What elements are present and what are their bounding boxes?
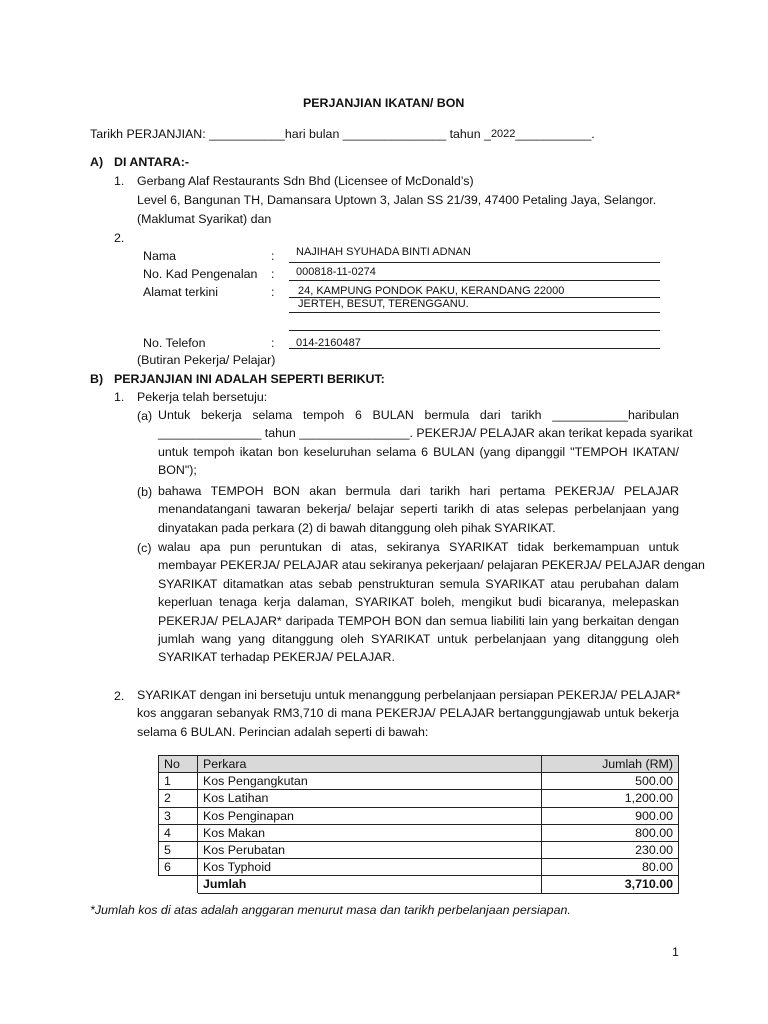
clause-c-line: PEKERJA/ PELAJAR* daripada TEMPOH BON dan semua liabiliti lain yang berkaitan dengan bbox=[158, 613, 679, 628]
address-underline-2 bbox=[289, 312, 660, 313]
total-amount: 3,710.00 bbox=[542, 876, 679, 893]
row-amount: 500.00 bbox=[542, 773, 679, 790]
clause-a-line: _______________ tahun ________________. PEKERJA/ PELAJAR akan terikat kepada syarikat bbox=[158, 426, 693, 441]
cost-table bbox=[158, 755, 679, 894]
row-item: Kos Perubatan bbox=[198, 841, 542, 858]
row-amount: 900.00 bbox=[542, 807, 679, 824]
header-amount: Jumlah (RM) bbox=[542, 756, 679, 773]
item2-number: 2. bbox=[114, 689, 125, 703]
row-amount: 800.00 bbox=[542, 824, 679, 841]
row-amount: 1,200.00 bbox=[542, 790, 679, 807]
cost-footnote: *Jumlah kos di atas adalah anggaran menurut masa dan tarikh perbelanjaan persiapan. bbox=[90, 903, 571, 917]
header-no: No bbox=[159, 756, 198, 773]
clause-b-line: menandatangani tawaran bekerja/ belajar seperti tarikh di atas selepas perbelanjaan yang bbox=[158, 502, 679, 517]
address-line2-value: JERTEH, BESUT, TERENGGANU. bbox=[298, 298, 469, 310]
clause-c-line: SYARIKAT ditamatkan atas sebab penstrukturan semula SYARIKAT atau perubahan dalam bbox=[158, 576, 679, 591]
clause-c-line: jumlah wang yang ditanggung oleh SYARIKAT untuk perbelanjaan yang ditanggung oleh bbox=[158, 631, 679, 646]
total-blank-cell bbox=[159, 876, 198, 893]
date-line-label: Tarikh PERJANJIAN: ___________hari bulan _______________ tahun _ bbox=[90, 127, 491, 141]
row-no: 3 bbox=[159, 807, 198, 824]
clause-b-line: dinyatakan pada perkara (2) di bawah ditanggung oleh pihak SYARIKAT. bbox=[158, 520, 556, 535]
row-item: Kos Pengangkutan bbox=[198, 773, 542, 790]
clause-c-line: walau apa pun peruntukan di atas, sekiranya SYARIKAT tidak berkemampuan untuk bbox=[158, 540, 679, 554]
clause-c-text bbox=[158, 538, 705, 667]
table-header-row bbox=[159, 756, 679, 773]
date-line-tail: ___________. bbox=[515, 127, 595, 141]
row-no: 5 bbox=[159, 841, 198, 858]
date-year-value: 2022 bbox=[490, 128, 516, 140]
table-total-row bbox=[159, 876, 679, 893]
company-address: Level 6, Bangunan TH, Damansara Uptown 3, Jalan SS 21/39, 47400 Petaling Jaya, Selangor. bbox=[137, 193, 657, 207]
name-label: Nama bbox=[143, 249, 177, 263]
section-a-label: A) bbox=[90, 155, 104, 169]
party2-number: 2. bbox=[114, 231, 125, 245]
item2-line: selama 6 BULAN. Perincian adalah seperti di bawah: bbox=[137, 724, 429, 739]
section-b-heading: PERJANJIAN INI ADALAH SEPERTI BERIKUT: bbox=[114, 372, 385, 386]
company-name: Gerbang Alaf Restaurants Sdn Bhd (Licensee of McDonald’s) bbox=[137, 174, 474, 188]
header-item: Perkara bbox=[198, 756, 542, 773]
table-row bbox=[159, 790, 679, 807]
clause-c-line: SYARIKAT terhadap PEKERJA/ PELAJAR. bbox=[158, 650, 395, 665]
item1-intro: Pekerja telah bersetuju: bbox=[137, 390, 268, 404]
address-label: Alamat terkini bbox=[143, 285, 219, 299]
table-row bbox=[159, 859, 679, 876]
name-value: NAJIHAH SYUHADA BINTI ADNAN bbox=[296, 246, 471, 258]
row-no: 2 bbox=[159, 790, 198, 807]
clause-a-text bbox=[158, 406, 693, 480]
document-title: PERJANJIAN IKATAN/ BON bbox=[303, 96, 465, 110]
row-amount: 80.00 bbox=[542, 859, 679, 876]
clause-b-line: bahawa TEMPOH BON akan bermula dari tarikh hari pertama PEKERJA/ PELAJAR bbox=[158, 484, 679, 498]
item2-text bbox=[137, 686, 679, 741]
address-underline-3 bbox=[289, 330, 660, 331]
ic-underline bbox=[289, 280, 660, 281]
total-label: Jumlah bbox=[198, 876, 542, 893]
name-colon: : bbox=[271, 249, 275, 263]
row-no: 6 bbox=[159, 859, 198, 876]
row-item: Kos Penginapan bbox=[198, 807, 542, 824]
table-row bbox=[159, 824, 679, 841]
row-amount: 230.00 bbox=[542, 841, 679, 858]
clause-c-label: (c) bbox=[137, 541, 152, 555]
table-row bbox=[159, 807, 679, 824]
clause-a-line: untuk tempoh ikatan bon keseluruhan selama 6 BULAN (yang dipanggil "TEMPOH IKATAN/ bbox=[158, 444, 679, 459]
ic-colon: : bbox=[271, 267, 275, 281]
company-caption: (Maklumat Syarikat) dan bbox=[137, 212, 272, 226]
phone-colon: : bbox=[271, 336, 275, 350]
address-colon: : bbox=[271, 285, 275, 299]
phone-value: 014-2160487 bbox=[296, 337, 361, 349]
clause-c-line: membayar PEKERJA/ PELAJAR atau sekiranya pekerjaan/ pelajaran PEKERJA/ PELAJAR dengan bbox=[158, 558, 705, 573]
phone-label: No. Telefon bbox=[143, 336, 206, 350]
clause-b-label: (b) bbox=[137, 485, 153, 499]
row-item: Kos Latihan bbox=[198, 790, 542, 807]
table-row bbox=[159, 773, 679, 790]
ic-label: No. Kad Pengenalan bbox=[143, 267, 258, 281]
name-underline bbox=[289, 262, 660, 263]
clause-b-text bbox=[158, 482, 679, 537]
row-item: Kos Makan bbox=[198, 824, 542, 841]
table-row bbox=[159, 841, 679, 858]
section-a-heading: DI ANTARA:- bbox=[114, 155, 190, 169]
agreement-date-line bbox=[90, 126, 595, 143]
section-b-label: B) bbox=[90, 372, 104, 386]
address-line1-value: 24, KAMPUNG PONDOK PAKU, KERANDANG 22000 bbox=[298, 285, 565, 297]
clause-a-line: Untuk bekerja selama tempoh 6 BULAN bermula dari tarikh ___________haribulan bbox=[158, 408, 679, 422]
phone-underline bbox=[289, 348, 660, 349]
clause-a-label: (a) bbox=[137, 409, 153, 423]
clause-c-line: keperluan tenaga kerja dalaman, SYARIKAT boleh, mengikut budi bicaranya, melepaskan bbox=[158, 595, 679, 610]
item2-line: SYARIKAT dengan ini bersetuju untuk menanggung perbelanjaan persiapan PEKERJA/ PELAJAR* bbox=[137, 688, 681, 702]
party1-number: 1. bbox=[114, 174, 125, 188]
clause-a-line: BON"); bbox=[158, 463, 197, 478]
row-item: Kos Typhoid bbox=[198, 859, 542, 876]
row-no: 1 bbox=[159, 773, 198, 790]
row-no: 4 bbox=[159, 824, 198, 841]
ic-value: 000818-11-0274 bbox=[296, 266, 376, 278]
item1-number: 1. bbox=[114, 390, 125, 404]
item2-line: kos anggaran sebanyak RM3,710 di mana PEKERJA/ PELAJAR bertanggungjawab untuk bekerja bbox=[137, 706, 679, 721]
employee-caption: (Butiran Pekerja/ Pelajar) bbox=[137, 353, 276, 367]
page-number: 1 bbox=[672, 945, 679, 959]
